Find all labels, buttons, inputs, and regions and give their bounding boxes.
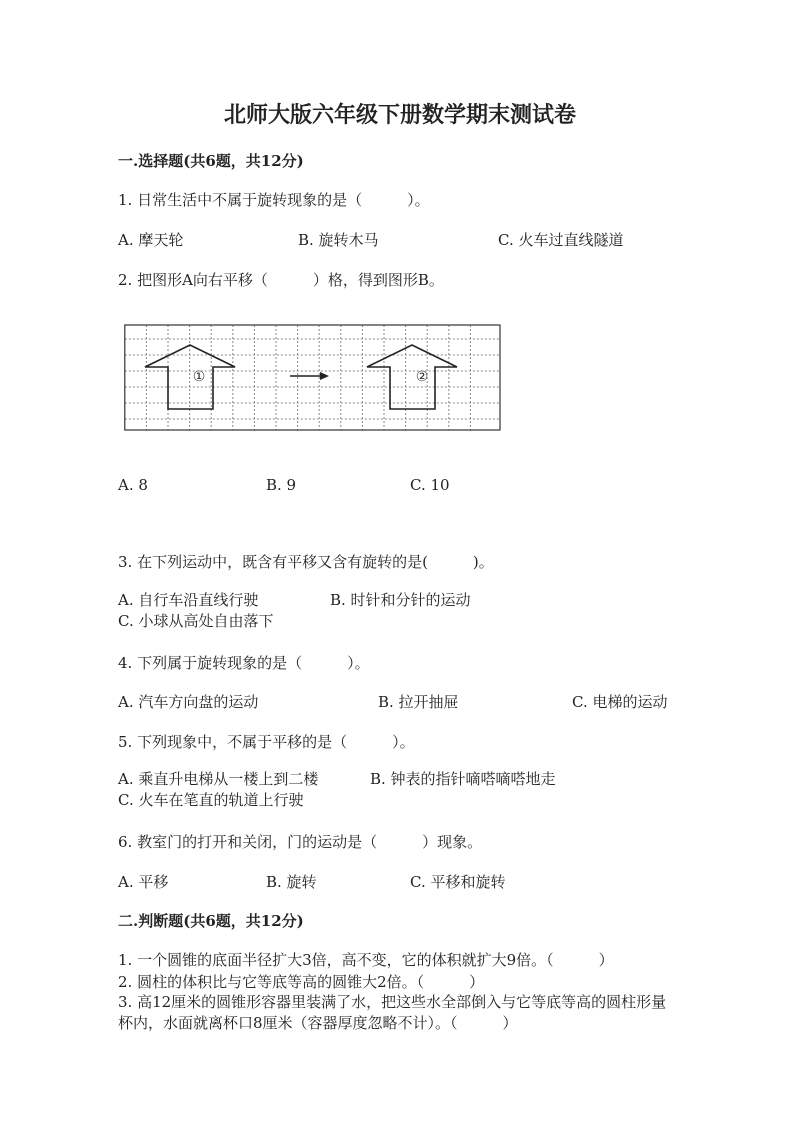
q4-option-c: C. 电梯的运动 xyxy=(572,693,668,711)
q4-option-b: B. 拉开抽屉 xyxy=(378,693,459,711)
judgement-3: 3. 高12厘米的圆锥形容器里装满了水，把这些水全部倒入与它等底等高的圆柱形量杯内，水面就离杯口8厘米（容器厚度忽略不计）。（ ） xyxy=(118,993,667,1032)
q2-option-b: B. 9 xyxy=(266,476,297,494)
translation-arrow-head xyxy=(320,372,329,380)
q6-option-a: A. 平移 xyxy=(118,873,169,891)
arrow-shape-2 xyxy=(367,345,457,409)
q1-option-c: C. 火车过直线隧道 xyxy=(498,231,624,249)
q5-option-c: C. 火车在笔直的轨道上行驶 xyxy=(118,791,304,809)
judgement-1: 1. 一个圆锥的底面半径扩大3倍，高不变，它的体积就扩大9倍。（ ） xyxy=(118,951,614,969)
grid-lines xyxy=(125,325,500,430)
grid-border xyxy=(125,325,500,430)
q5-option-a: A. 乘直升电梯从一楼上到二楼 xyxy=(118,770,319,788)
question-4: 4. 下列属于旋转现象的是（ ）。 xyxy=(118,654,370,672)
page-title: 北师大版六年级下册数学期末测试卷 xyxy=(223,102,576,128)
question-6: 6. 教室门的打开和关闭，门的运动是（ ）现象。 xyxy=(118,833,483,851)
q2-option-a: A. 8 xyxy=(118,476,148,494)
q6-option-b: B. 旋转 xyxy=(266,873,317,891)
q1-option-b: B. 旋转木马 xyxy=(298,231,379,249)
shape-label-1: ① xyxy=(192,369,206,385)
q3-option-a: A. 自行车沿直线行驶 xyxy=(118,591,259,609)
q4-option-a: A. 汽车方向盘的运动 xyxy=(118,693,259,711)
judgement-2: 2. 圆柱的体积比与它等底等高的圆锥大2倍。（ ） xyxy=(118,973,485,991)
question-3: 3. 在下列运动中，既含有平移又含有旋转的是( )。 xyxy=(118,553,494,571)
section-heading-judgement: 二.判断题(共6题，共12分) xyxy=(118,912,304,930)
q3-options xyxy=(118,590,678,632)
question-1: 1. 日常生活中不属于旋转现象的是（ ）。 xyxy=(118,191,430,209)
q5-options xyxy=(118,769,678,811)
question-5: 5. 下列现象中，不属于平移的是（ ）。 xyxy=(118,733,415,751)
q2-option-c: C. 10 xyxy=(410,476,450,494)
shape-label-2: ② xyxy=(415,369,429,385)
section-heading-choice: 一.选择题(共6题，共12分) xyxy=(118,152,304,170)
q5-option-b: B. 钟表的指针嘀嗒嘀嗒地走 xyxy=(370,770,556,788)
question-2: 2. 把图形A向右平移（ ）格，得到图形B。 xyxy=(118,271,444,289)
translation-grid-figure xyxy=(120,320,504,435)
q6-option-c: C. 平移和旋转 xyxy=(410,873,506,891)
q3-option-c: C. 小球从高处自由落下 xyxy=(118,612,274,630)
q1-option-a: A. 摩天轮 xyxy=(118,231,184,249)
q3-option-b: B. 时针和分针的运动 xyxy=(330,591,471,609)
